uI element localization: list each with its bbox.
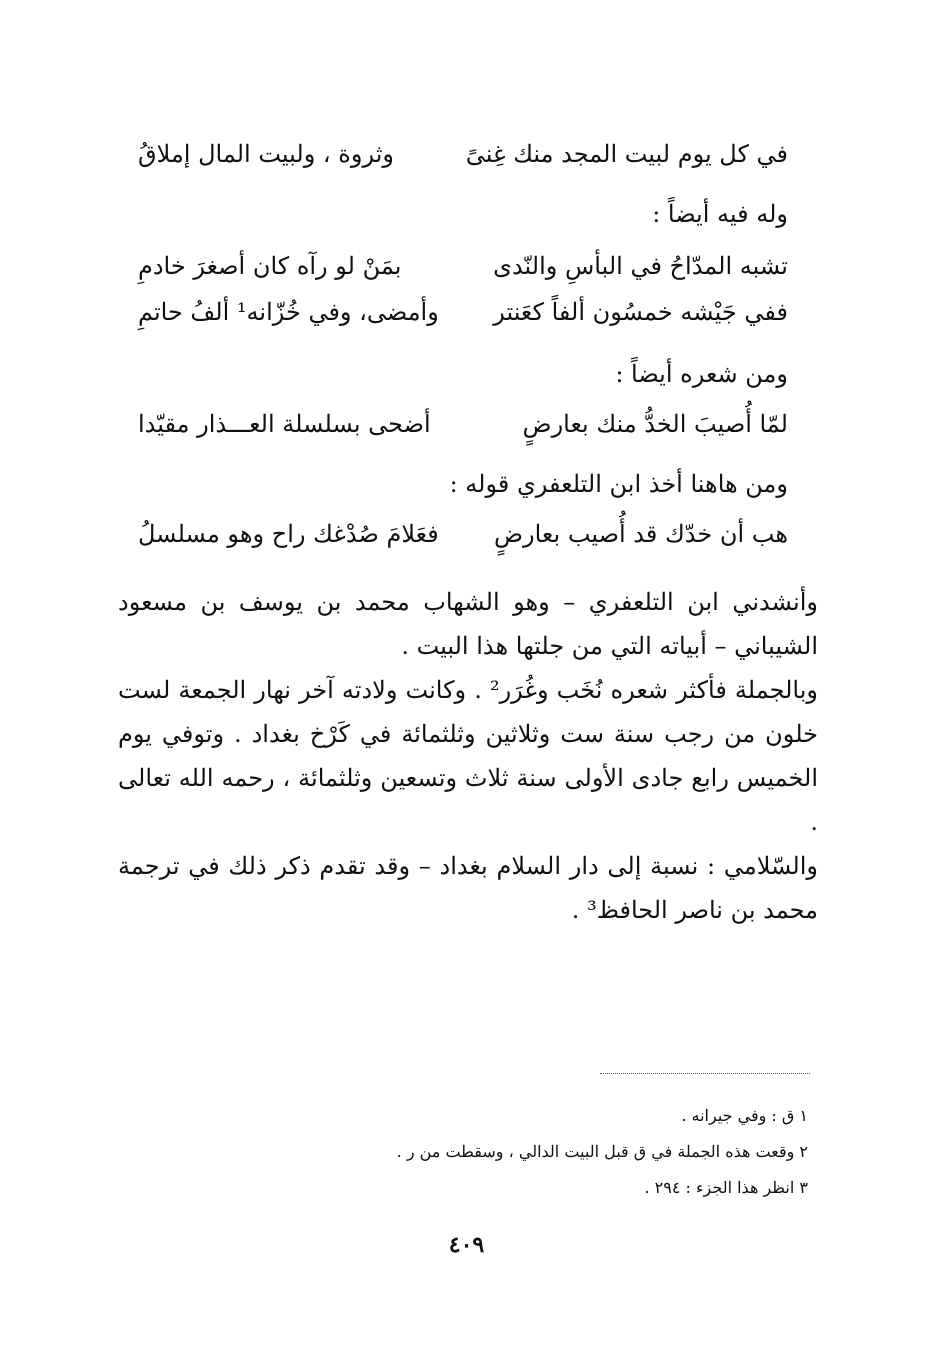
verse-hemistich-second: وأمضى، وفي خُزّانه¹ ألفُ حاتمِ <box>138 298 439 326</box>
paragraph-3: والسّلامي : نسبة إلى دار السلام بغداد – وقد تقدم ذكر ذلك في ترجمة محمد بن ناصر الحافظ³ . <box>118 852 819 924</box>
footnote-1: ١ ق : وفي جيرانه . <box>681 1106 808 1125</box>
prose-body <box>118 580 818 932</box>
intro-line-2: ومن شعره أيضاً : <box>615 360 788 388</box>
verse-hemistich-second: أضحى بسلسلة العـــذار مقيّدا <box>138 410 431 438</box>
verse-hemistich-second: وثروة ، ولبيت المال إملاقُ <box>138 140 394 168</box>
footnote-separator <box>600 1073 810 1074</box>
verse-2-1 <box>138 410 788 450</box>
paragraph-2: وبالجملة فأكثر شعره نُخَب وغُرَر² . وكانت ولادته آخر نهار الجمعة لست خلون من رجب سنة ست وثلاثين وثلثمائة في كَرْخ بغداد . وتوفي يوم الخميس رابع جادى الأولى سنة ثلاث وتسعين وثلثمائة ، رحمه الله تعالى . <box>118 676 818 836</box>
paragraph-1: وأنشدني ابن التلعفري – وهو الشهاب محمد بن يوسف بن مسعود الشيباني – أبياته التي من جلتها هذا البيت . <box>118 588 818 660</box>
footnote-2: ٢ وقعت هذه الجملة في ق قبل البيت الدالي ، وسقطت من ر . <box>396 1142 808 1161</box>
intro-line-1: وله فيه أيضاً : <box>652 200 788 228</box>
verse-hemistich-first: تشبه المدّاحُ في البأسِ والنّدى <box>493 252 788 280</box>
footnote-3: ٣ انظر هذا الجزء : ٢٩٤ . <box>644 1178 808 1197</box>
footnotes <box>208 1098 808 1206</box>
verse-3-1 <box>138 520 788 560</box>
intro-line-3: ومن هاهنا أخذ ابن التلعفري قوله : <box>449 470 788 498</box>
page-number: ٤٠٩ <box>448 1232 485 1258</box>
verse-hemistich-first: لمّا أُصيبَ الخدُّ منك بعارضٍ <box>522 410 788 438</box>
verse-top-1 <box>138 140 788 180</box>
verse-hemistich-second: بمَنْ لو رآه كان أصغرَ خادمِ <box>138 252 402 280</box>
verse-hemistich-first: في كل يوم لبيت المجد منك غِنىً <box>465 140 788 168</box>
verse-1-1 <box>138 252 788 292</box>
verse-hemistich-first: ففي جَيْشه خمسُون ألفاً كعَنتر <box>493 298 788 326</box>
verse-hemistich-second: فعَلامَ صُدْغك راح وهو مسلسلُ <box>138 520 439 548</box>
verse-1-2 <box>138 298 788 338</box>
verse-hemistich-first: هب أن خدّك قد أُصيب بعارضٍ <box>494 520 788 548</box>
